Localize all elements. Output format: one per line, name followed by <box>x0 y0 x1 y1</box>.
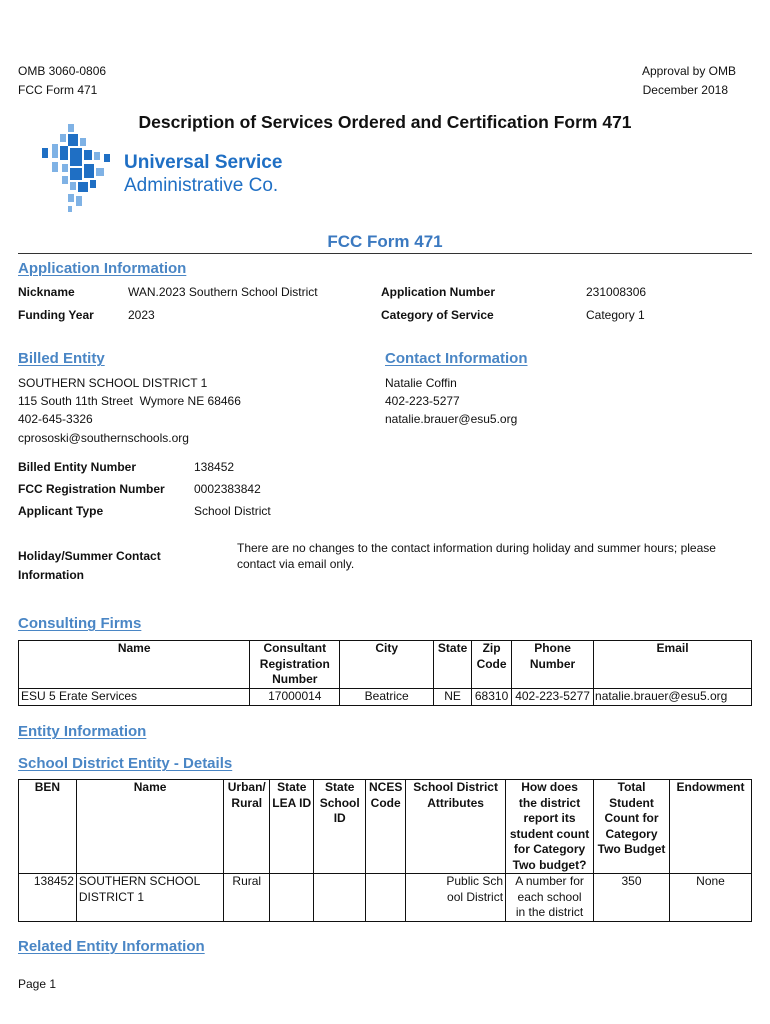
omb-number: OMB 3060-0806 <box>18 64 107 78</box>
entity-attributes: Public Sch ool District <box>406 874 506 922</box>
consulting-col-state: State <box>434 641 472 689</box>
entity-col-total-student-count: Total Student Count for Category Two Budget <box>594 780 670 874</box>
entity-col-name: Name <box>76 780 223 874</box>
application-number-label: Application Number <box>381 285 496 299</box>
omb-approval-date: December 2018 <box>642 83 728 97</box>
holiday-contact-label: Holiday/Summer Contact <box>18 549 161 563</box>
title-rule <box>18 253 752 254</box>
usac-logo-line1: Universal Service <box>124 152 283 173</box>
fcc-registration-value: 0002383842 <box>194 482 261 496</box>
school-district-details-heading: School District Entity - Details <box>18 755 233 772</box>
entity-header-row <box>19 780 752 874</box>
application-number-value: 231008306 <box>586 285 647 299</box>
holiday-contact-label-2: Information <box>18 568 84 582</box>
entity-col-nces: NCES Code <box>366 780 406 874</box>
entity-col-urban-rural: Urban/ Rural <box>224 780 270 874</box>
entity-col-state-school: State School ID <box>314 780 366 874</box>
consultant-state: NE <box>434 689 472 706</box>
billed-entity-number-label: Billed Entity Number <box>18 460 137 474</box>
entity-ben: 138452 <box>19 874 77 922</box>
consulting-col-city: City <box>340 641 434 689</box>
form-number: FCC Form 471 <box>18 83 98 97</box>
consulting-col-name: Name <box>19 641 250 689</box>
consulting-header-row <box>19 641 752 689</box>
applicant-type-value: School District <box>194 504 271 518</box>
consulting-col-registration: Consultant Registration Number <box>250 641 340 689</box>
contact-phone: 402-223-5277 <box>385 394 460 408</box>
application-information-heading: Application Information <box>18 260 187 277</box>
consultant-name: ESU 5 Erate Services <box>19 689 250 706</box>
consultant-email: natalie.brauer@esu5.org <box>594 689 752 706</box>
entity-state-lea <box>270 874 314 922</box>
fcc-registration-label: FCC Registration Number <box>18 482 165 496</box>
consultant-phone: 402-223-5277 <box>512 689 594 706</box>
contact-email: natalie.brauer@esu5.org <box>385 412 518 426</box>
entity-col-endowment: Endowment <box>670 780 752 874</box>
entity-col-state-lea: State LEA ID <box>270 780 314 874</box>
entity-urban-rural: Rural <box>224 874 270 922</box>
billed-entity-name: SOUTHERN SCHOOL DISTRICT 1 <box>18 376 208 390</box>
related-entity-heading: Related Entity Information <box>18 938 205 955</box>
entity-total-student-count: 350 <box>594 874 670 922</box>
billed-entity-phone: 402-645-3326 <box>18 412 93 426</box>
entity-state-school <box>314 874 366 922</box>
nickname-value: WAN.2023 Southern School District <box>128 285 318 299</box>
nickname-label: Nickname <box>18 285 75 299</box>
table-row <box>19 689 752 706</box>
consulting-col-zip: Zip Code <box>472 641 512 689</box>
consulting-col-phone: Phone Number <box>512 641 594 689</box>
funding-year-value: 2023 <box>128 308 155 322</box>
form-title: FCC Form 471 <box>327 232 443 251</box>
entity-col-student-count-method: How does the district report its student count for Category Two budget? <box>506 780 594 874</box>
page-number: Page 1 <box>18 977 57 991</box>
contact-name: Natalie Coffin <box>385 376 457 390</box>
holiday-contact-text: There are no changes to the contact information during holiday and summer hours; please <box>237 541 716 555</box>
consulting-col-email: Email <box>594 641 752 689</box>
entity-nces <box>366 874 406 922</box>
category-value: Category 1 <box>586 308 645 322</box>
consulting-firms-heading: Consulting Firms <box>18 615 142 632</box>
entity-endowment: None <box>670 874 752 922</box>
entity-name: SOUTHERN SCHOOL DISTRICT 1 <box>76 874 223 922</box>
entity-col-ben: BEN <box>19 780 77 874</box>
billed-entity-heading: Billed Entity <box>18 350 105 367</box>
contact-information-heading: Contact Information <box>385 350 528 367</box>
applicant-type-label: Applicant Type <box>18 504 104 518</box>
entity-information-heading: Entity Information <box>18 723 147 740</box>
usac-logo-line2: Administrative Co. <box>124 175 279 196</box>
document-title: Description of Services Ordered and Certification Form 471 <box>138 112 632 132</box>
billed-entity-address: 115 South 11th Street Wymore NE 68466 <box>18 394 241 408</box>
usac-logo-mark-icon <box>40 124 120 214</box>
omb-approval: Approval by OMB <box>641 64 736 78</box>
billed-entity-email: cprososki@southernschools.org <box>18 431 189 445</box>
consultant-registration: 17000014 <box>250 689 340 706</box>
table-row <box>19 874 752 922</box>
school-district-entity-table <box>18 779 752 922</box>
category-label: Category of Service <box>381 308 494 322</box>
consultant-city: Beatrice <box>340 689 434 706</box>
funding-year-label: Funding Year <box>18 308 94 322</box>
entity-col-attributes: School District Attributes <box>406 780 506 874</box>
consultant-zip: 68310 <box>472 689 512 706</box>
consulting-firms-table <box>18 640 752 706</box>
entity-student-count-method: A number for each school in the district <box>506 874 594 922</box>
billed-entity-number-value: 138452 <box>194 460 235 474</box>
usac-logo <box>40 124 290 214</box>
holiday-contact-text-2: contact via email only. <box>237 557 355 571</box>
